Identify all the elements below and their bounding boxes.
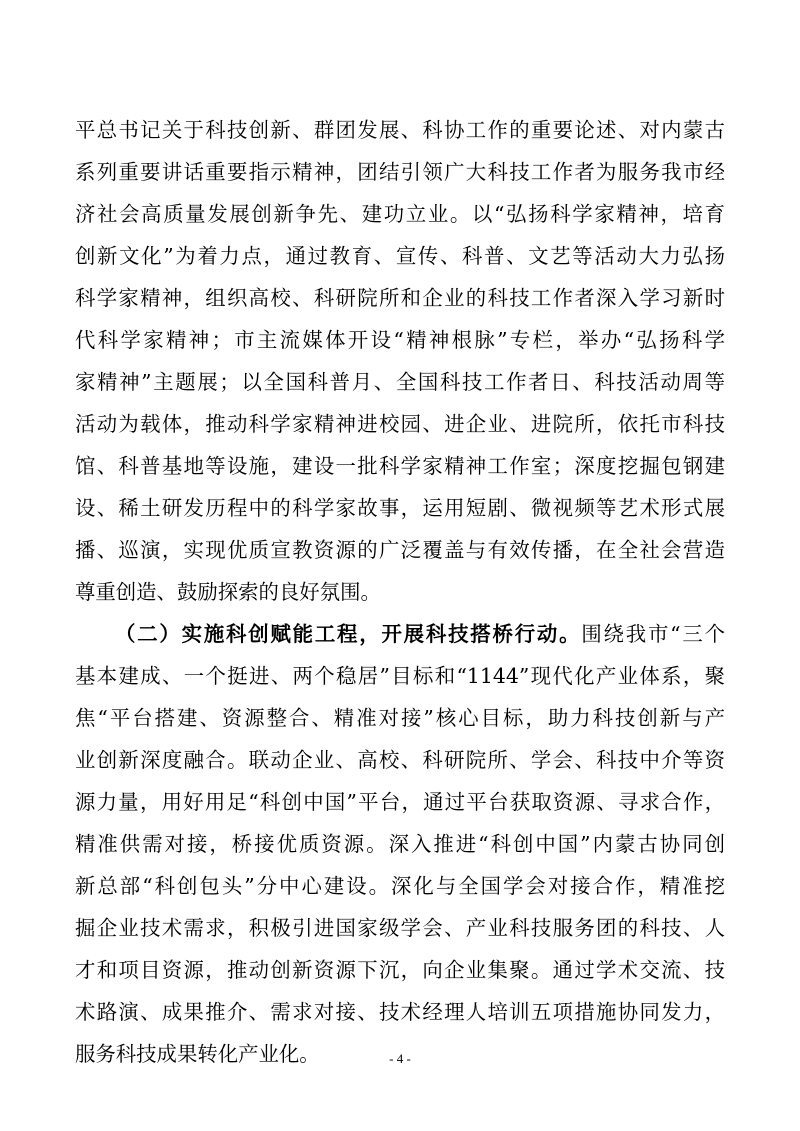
paragraph-line: 基本建成、一个挺进、两个稳居”目标和“1144”现代化产业体系，聚	[75, 664, 725, 688]
paragraph-line: 新总部“科创包头”分中心建设。深化与全国学会对接合作，精准挖	[75, 874, 725, 898]
paragraph-line: 精准供需对接，桥接优质资源。深入推进“科创中国”内蒙古协同创	[75, 832, 725, 856]
section-heading-line	[115, 622, 725, 646]
paragraph-line: 术路演、成果推介、需求对接、技术经理人培训五项措施协同发力，	[75, 1000, 725, 1024]
paragraph-text: 围绕我市“三个	[581, 622, 725, 646]
paragraph-line: 尊重创造、鼓励探索的良好氛围。	[75, 580, 381, 604]
paragraph-line: 家精神”主题展；以全国科普月、全国科技工作者日、科技活动周等	[75, 370, 725, 394]
paragraph-line: 掘企业技术需求，积极引进国家级学会、产业科技服务团的科技、人	[75, 916, 725, 940]
paragraph-line: 焦“平台搭建、资源整合、精准对接”核心目标，助力科技创新与产	[75, 706, 725, 730]
paragraph-line: 系列重要讲话重要指示精神，团结引领广大科技工作者为服务我市经	[75, 160, 725, 184]
paragraph-line: 济社会高质量发展创新争先、建功立业。以“弘扬科学家精神，培育	[75, 202, 725, 226]
paragraph-line: 平总书记关于科技创新、群团发展、科协工作的重要论述、对内蒙古	[75, 118, 725, 142]
paragraph-line: 业创新深度融合。联动企业、高校、科研院所、学会、科技中介等资	[75, 748, 725, 772]
paragraph-line: 科学家精神，组织高校、科研院所和企业的科技工作者深入学习新时	[75, 286, 725, 310]
paragraph-line: 代科学家精神；市主流媒体开设“精神根脉”专栏，举办“弘扬科学	[75, 328, 725, 352]
paragraph-line: 设、稀土研发历程中的科学家故事，运用短剧、微视频等艺术形式展	[75, 496, 725, 520]
paragraph-line: 服务科技成果转化产业化。	[75, 1042, 320, 1066]
paragraph-line: 才和项目资源，推动创新资源下沉，向企业集聚。通过学术交流、技	[75, 958, 725, 982]
section-heading: （二）实施科创赋能工程，开展科技搭桥行动。	[115, 622, 582, 646]
paragraph-line: 活动为载体，推动科学家精神进校园、进企业、进院所，依托市科技	[75, 412, 725, 436]
paragraph-line: 创新文化”为着力点，通过教育、宣传、科普、文艺等活动大力弘扬	[75, 244, 725, 268]
paragraph-line: 源力量，用好用足“科创中国”平台，通过平台获取资源、寻求合作，	[75, 790, 725, 814]
paragraph-line: 馆、科普基地等设施，建设一批科学家精神工作室；深度挖掘包钢建	[75, 454, 725, 478]
paragraph-line: 播、巡演，实现优质宣教资源的广泛覆盖与有效传播，在全社会营造	[75, 538, 725, 562]
page-number: - 4 -	[389, 1051, 411, 1066]
